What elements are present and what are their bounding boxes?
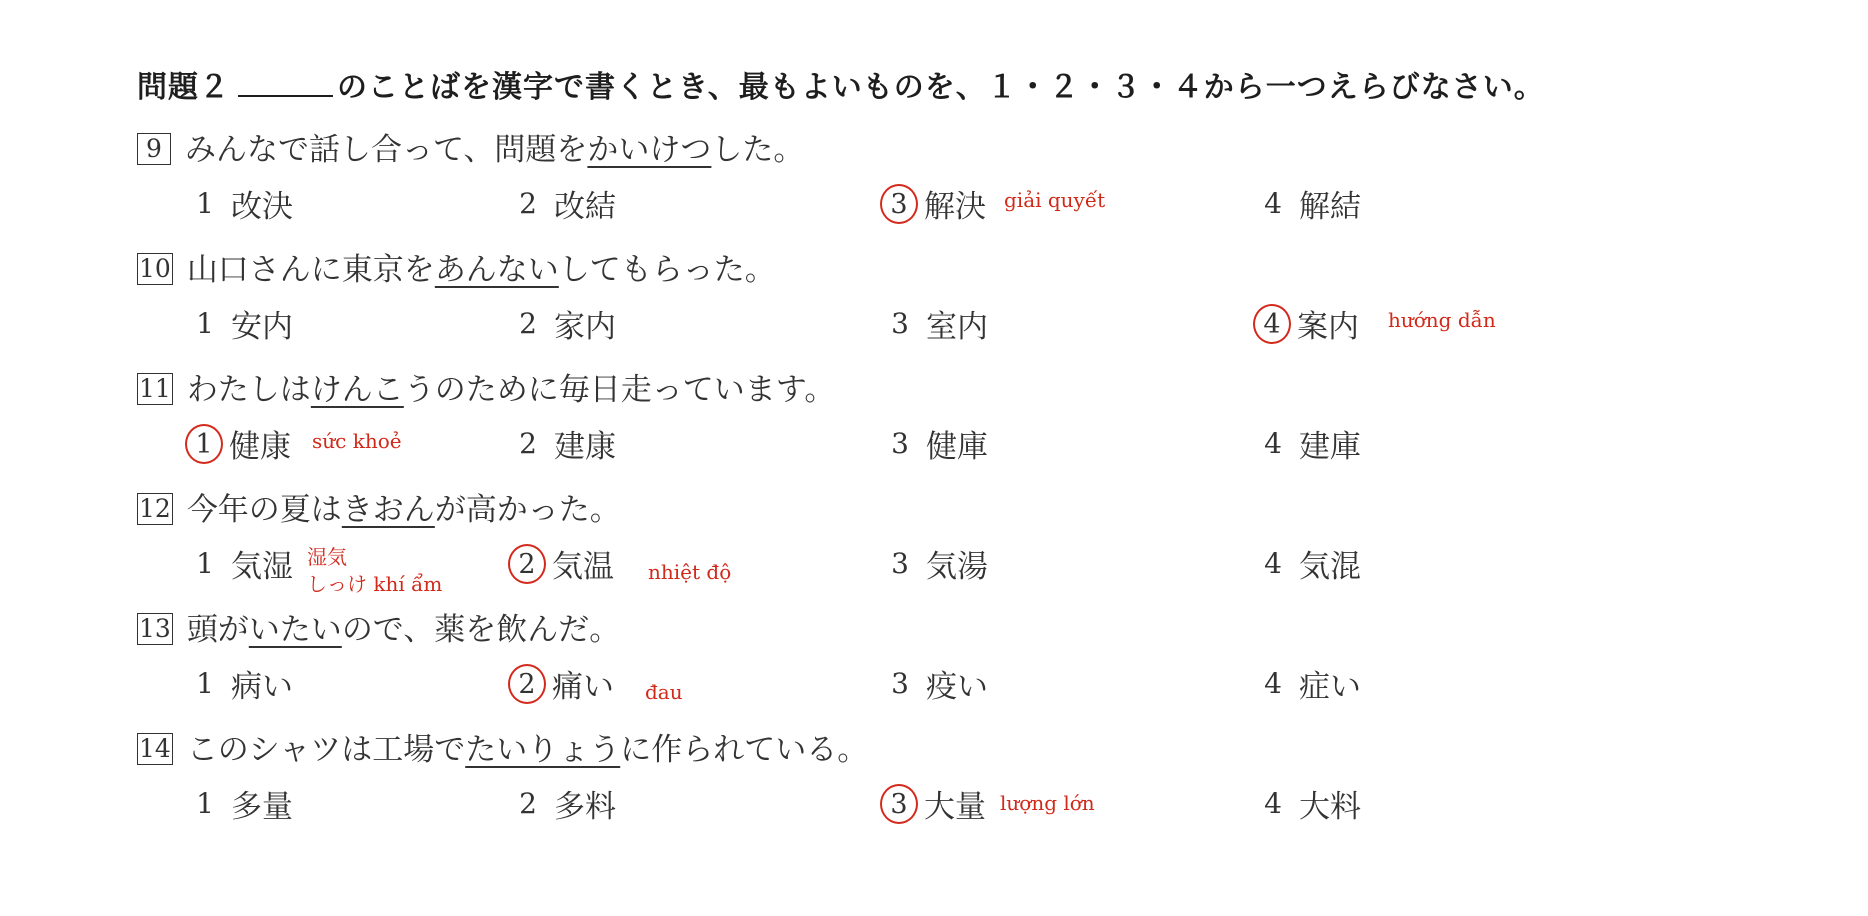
option-text: 室内 [926, 309, 988, 345]
option-text: 気湯 [926, 549, 988, 585]
question-underlined-word: けんこ [310, 372, 404, 408]
question-text-before: 今年の夏は [186, 492, 342, 528]
option-number-circled: 1 [185, 424, 223, 464]
question-10 [137, 244, 776, 289]
section-instructions: のことばを漢字で書くとき、最もよいものを、１・２・３・４から一つえらびなさい。 [337, 70, 1545, 105]
question-underlined-word: いたい [248, 612, 342, 648]
q13-option-1[interactable] [185, 661, 293, 706]
question-text-after: が高かった。 [434, 492, 621, 528]
q10-option-1[interactable] [185, 301, 293, 346]
option-number: 3 [891, 307, 909, 340]
option-text: 解結 [1299, 189, 1361, 225]
q10-option-4[interactable] [1253, 301, 1359, 346]
option-text: 健康 [229, 429, 291, 465]
q14-option-2[interactable] [508, 781, 616, 826]
q12-option-1[interactable] [185, 541, 293, 586]
option-number: 2 [519, 187, 537, 220]
option-text: 改決 [231, 189, 293, 225]
option-number: 2 [519, 307, 537, 340]
question-underlined-word: きおん [341, 492, 435, 528]
option-number-circled: 3 [880, 184, 918, 224]
q12-extra-annotation-kanji: 湿気 [307, 545, 347, 569]
question-text-after: してもらった。 [558, 252, 776, 288]
option-text: 安内 [231, 309, 293, 345]
section-number: 問題２ [137, 70, 230, 105]
option-number: 1 [196, 667, 214, 700]
q14-option-3[interactable] [880, 781, 986, 826]
q11-option-2[interactable] [508, 421, 616, 466]
option-number: 1 [196, 307, 214, 340]
q9-option-1[interactable] [185, 181, 293, 226]
question-text-after: ので、薬を飲んだ。 [341, 612, 621, 648]
option-number-circled: 2 [508, 664, 546, 704]
option-number: 4 [1264, 547, 1282, 580]
option-text: 健庫 [926, 429, 988, 465]
option-text: 気混 [1299, 549, 1361, 585]
q13-option-3[interactable] [880, 661, 988, 706]
q14-option-1[interactable] [185, 781, 293, 826]
option-number: 1 [196, 547, 214, 580]
option-text: 家内 [554, 309, 616, 345]
option-text: 疫い [926, 669, 988, 705]
q12-option-3[interactable] [880, 541, 988, 586]
option-text: 解決 [924, 189, 986, 225]
question-text-after: うのために毎日走っています。 [403, 372, 836, 408]
question-13 [137, 604, 620, 649]
question-14 [137, 724, 868, 769]
q14-option-4[interactable] [1253, 781, 1361, 826]
q9-option-3[interactable] [880, 181, 986, 226]
question-number: 13 [139, 614, 171, 643]
option-text: 気湿 [231, 549, 293, 585]
option-text: 症い [1299, 669, 1361, 705]
option-number: 3 [891, 547, 909, 580]
question-number: 14 [139, 734, 171, 763]
question-11 [137, 364, 835, 409]
option-number: 4 [1264, 427, 1282, 460]
q13-annotation: đau [645, 680, 683, 704]
question-underlined-word: あんない [434, 252, 559, 288]
option-text: 多料 [554, 789, 616, 825]
question-text-before: わたしは [186, 372, 311, 408]
option-number: 4 [1264, 667, 1282, 700]
q13-option-4[interactable] [1253, 661, 1361, 706]
q13-option-2[interactable] [508, 661, 614, 706]
question-text-before: 頭が [186, 612, 249, 648]
question-number: 11 [139, 374, 171, 403]
q9-option-4[interactable] [1253, 181, 1361, 226]
option-number-circled: 2 [508, 544, 546, 584]
question-text-after: に作られている。 [620, 732, 869, 768]
option-text: 建康 [554, 429, 616, 465]
question-text-before: 山口さんに東京を [186, 252, 435, 288]
q12-option-4[interactable] [1253, 541, 1361, 586]
question-underlined-word: かいけつ [587, 132, 712, 168]
option-text: 大料 [1299, 789, 1361, 825]
question-12 [137, 484, 621, 529]
option-text: 建庫 [1299, 429, 1361, 465]
option-number: 4 [1264, 787, 1282, 820]
option-number: 2 [519, 787, 537, 820]
question-number: 9 [137, 133, 171, 165]
q10-annotation: hướng dẫn [1388, 308, 1496, 332]
question-text-before: このシャツは工場で [186, 732, 466, 768]
q11-option-4[interactable] [1253, 421, 1361, 466]
q12-annotation: nhiệt độ [648, 560, 732, 584]
option-number: 1 [196, 787, 214, 820]
q10-option-2[interactable] [508, 301, 616, 346]
q11-option-1[interactable] [185, 421, 291, 466]
question-number: 12 [139, 494, 171, 523]
q10-option-3[interactable] [880, 301, 988, 346]
question-text-after: した。 [711, 132, 805, 168]
option-number: 2 [519, 427, 537, 460]
q9-annotation: giải quyết [1004, 188, 1106, 212]
option-text: 病い [231, 669, 293, 705]
option-number-circled: 4 [1253, 304, 1291, 344]
option-number: 3 [891, 427, 909, 460]
q11-option-3[interactable] [880, 421, 988, 466]
option-number: 1 [196, 187, 214, 220]
q11-annotation: sức khoẻ [312, 429, 402, 453]
question-underlined-word: たいりょう [465, 732, 621, 768]
blank-line [238, 69, 333, 97]
option-number: 4 [1264, 187, 1282, 220]
option-text: 改結 [554, 189, 616, 225]
question-9 [137, 124, 804, 169]
option-number: 3 [891, 667, 909, 700]
q9-option-2[interactable] [508, 181, 616, 226]
section-heading [137, 62, 1545, 106]
option-number-circled: 3 [880, 784, 918, 824]
q12-extra-annotation-reading: しっけ khí ẩm [307, 572, 443, 596]
option-text: 多量 [231, 789, 293, 825]
q14-annotation: lượng lớn [1000, 791, 1095, 815]
question-number: 10 [139, 254, 171, 283]
question-text-before: みんなで話し合って、問題を [185, 132, 588, 168]
option-text: 痛い [552, 669, 614, 705]
option-text: 気温 [552, 549, 614, 585]
q12-option-2[interactable] [508, 541, 614, 586]
option-text: 案内 [1297, 309, 1359, 345]
option-text: 大量 [924, 789, 986, 825]
